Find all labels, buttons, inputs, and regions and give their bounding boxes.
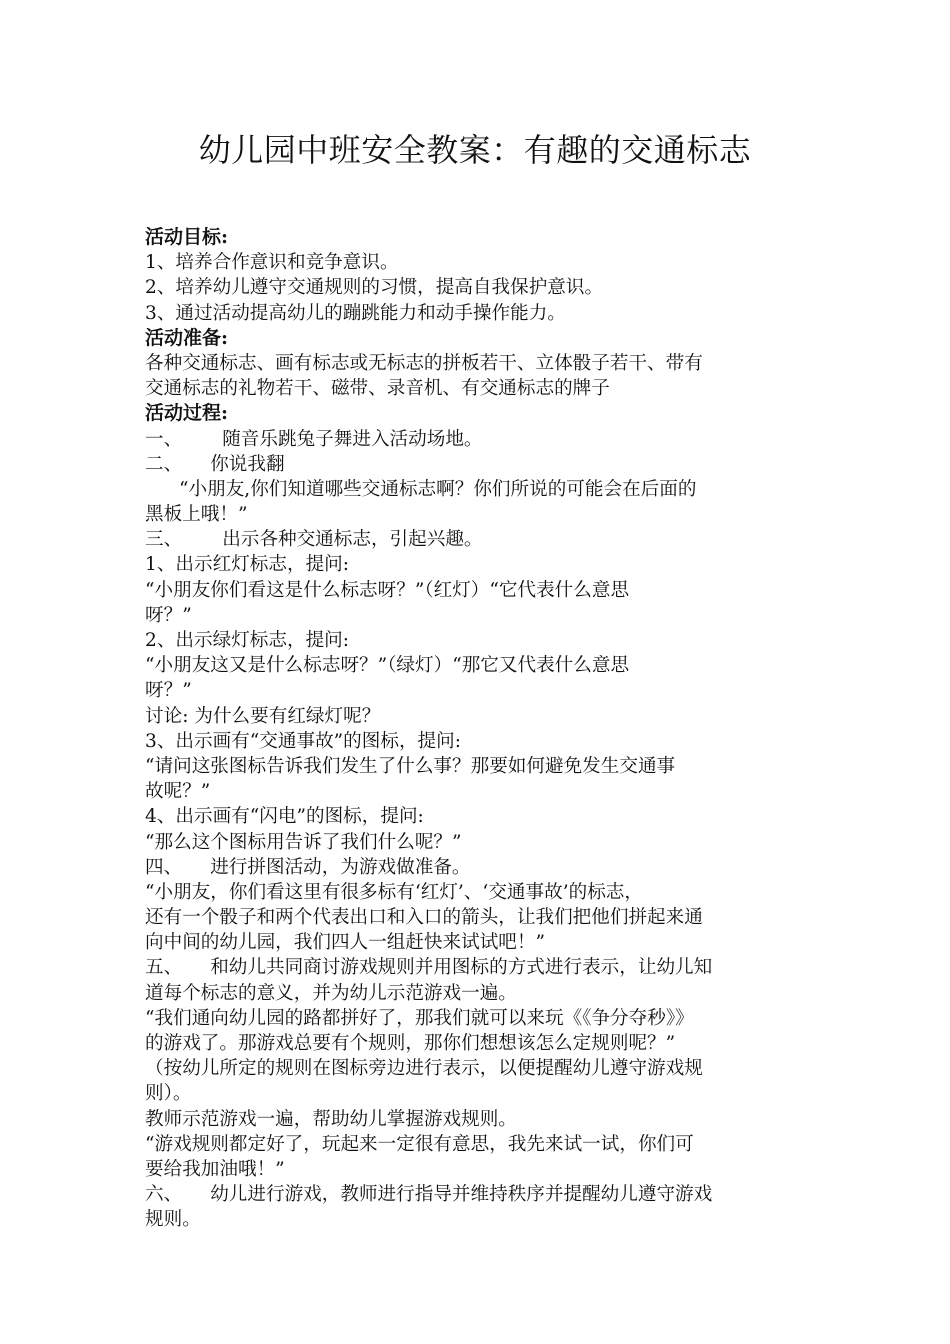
quote-line: 呀？”	[145, 680, 192, 702]
step-text: 和幼儿共同商讨游戏规则并用图标的方式进行表示，让幼儿知	[210, 957, 713, 979]
sub-step: 4、出示画有“闪电”的图标，提问:	[145, 806, 424, 828]
quote-line: 还有一个骰子和两个代表出口和入口的箭头，让我们把他们拼起来通	[145, 907, 703, 929]
sub-step: 1、出示红灯标志，提问:	[145, 554, 350, 576]
step-6	[145, 1182, 810, 1207]
prep-line: 交通标志的礼物若干、磁带、录音机、有交通标志的牌子	[145, 378, 610, 400]
step-3	[145, 527, 810, 552]
quote-line: “小朋友这又是什么标志呀？”（绿灯）“那它又代表什么意思	[145, 655, 630, 677]
goal-item: 1、培养合作意识和竞争意识。	[145, 252, 399, 274]
step-2	[145, 452, 810, 477]
quote-line: 要给我加油哦！”	[145, 1158, 285, 1180]
goal-heading: 活动目标:	[145, 226, 229, 248]
step-text: 幼儿进行游戏，教师进行指导并维持秩序并提醒幼儿遵守游戏	[210, 1184, 713, 1206]
discussion-line: 讨论: 为什么要有红绿灯呢？	[145, 705, 381, 727]
step-number: 三、	[145, 529, 183, 551]
demo-line: 教师示范游戏一遍，帮助幼儿掌握游戏规则。	[145, 1108, 517, 1130]
quote-line: 黑板上哦！”	[145, 504, 248, 526]
step-text-cont: 道每个标志的意义，并为幼儿示范游戏一遍。	[145, 982, 517, 1004]
step-number: 一、	[145, 428, 183, 450]
goal-item: 3、通过活动提高幼儿的蹦跳能力和动手操作能力。	[145, 302, 566, 324]
quote-line: “游戏规则都定好了，玩起来一定很有意思，我先来试一试，你们可	[145, 1133, 694, 1155]
step-text: 进行拼图活动，为游戏做准备。	[210, 856, 471, 878]
document-body	[145, 225, 810, 1233]
quote-line: “小朋友，你们看这里有很多标有‘红灯’、‘交通事故’的标志，	[145, 881, 643, 903]
quote-line: 故呢？”	[145, 781, 211, 803]
step-number: 五、	[145, 957, 183, 979]
prep-line: 各种交通标志、画有标志或无标志的拼板若干、立体骰子若干、带有	[145, 352, 703, 374]
quote-line: “小朋友你们看这是什么标志呀？”（红灯）“它代表什么意思	[145, 579, 630, 601]
step-4	[145, 855, 810, 880]
step-text-cont: 规则。	[145, 1209, 201, 1231]
sub-step: 2、出示绿灯标志，提问:	[145, 630, 350, 651]
step-5	[145, 955, 810, 980]
page-title: 幼儿园中班安全教案：有趣的交通标志	[198, 131, 752, 169]
note-line: （按幼儿所定的规则在图标旁边进行表示，以便提醒幼儿遵守游戏规	[145, 1058, 703, 1080]
prep-heading: 活动准备:	[145, 326, 229, 349]
step-text: 你说我翻	[210, 453, 285, 475]
process-heading: 活动过程:	[145, 402, 229, 425]
quote-line: 呀？”	[145, 604, 192, 626]
quote-line: “小朋友,你们知道哪些交通标志啊？你们所说的可能会在后面的	[179, 478, 697, 500]
step-number: 六、	[145, 1184, 183, 1206]
note-line: 则）。	[145, 1083, 192, 1105]
quote-line: “那么这个图标用告诉了我们什么呢？”	[145, 831, 462, 853]
quote-line: “请问这张图标告诉我们发生了什么事？那要如何避免发生交通事	[145, 755, 676, 777]
quote-line: 向中间的幼儿园，我们四人一组赶快来试试吧！”	[145, 932, 545, 954]
step-number: 四、	[145, 856, 183, 878]
step-number: 二、	[145, 453, 183, 475]
sub-step: 3、出示画有“交通事故”的图标，提问:	[145, 730, 462, 752]
goal-item: 2、培养幼儿遵守交通规则的习惯，提高自我保护意识。	[145, 277, 604, 299]
step-text: 随音乐跳兔子舞进入活动场地。	[222, 428, 483, 450]
quote-line: 的游戏了。那游戏总要有个规则，那你们想想该怎么定规则呢？”	[145, 1033, 676, 1054]
step-text: 出示各种交通标志，引起兴趣。	[222, 529, 483, 551]
quote-line: “我们通向幼儿园的路都拼好了，那我们就可以来玩《《争分夺秒》》	[145, 1007, 694, 1029]
step-1	[145, 427, 810, 452]
